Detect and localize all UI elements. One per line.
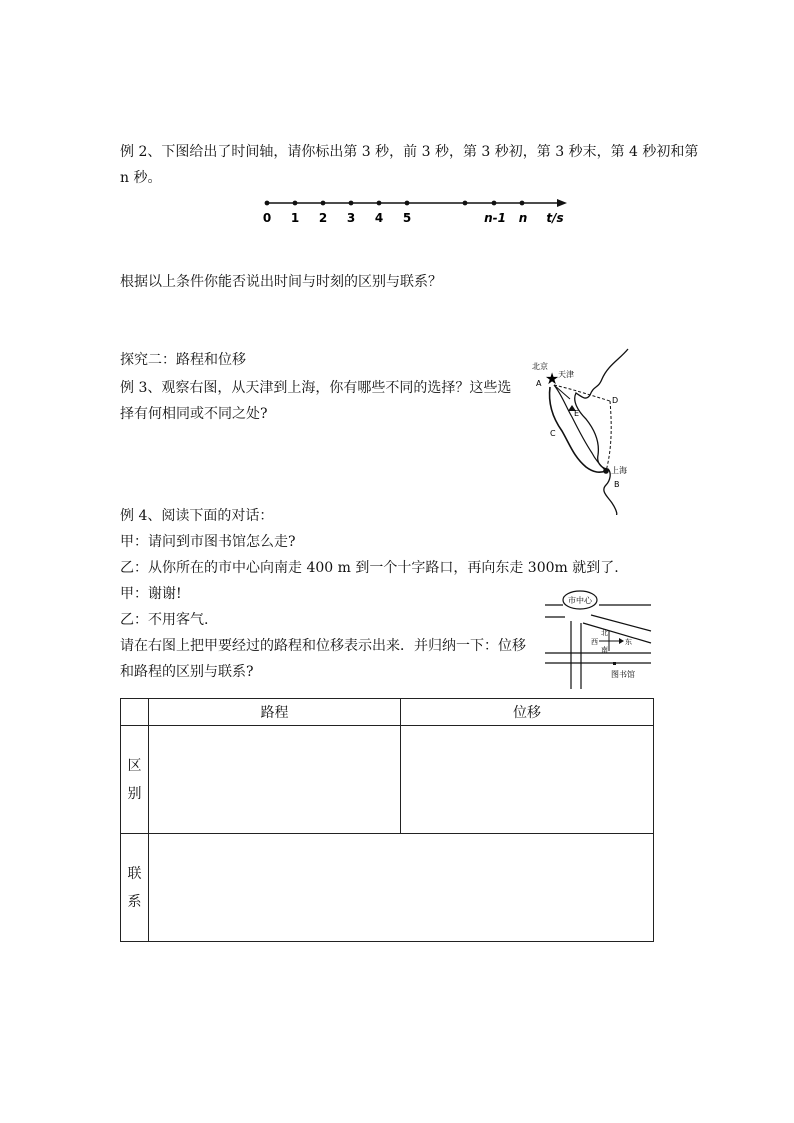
library-label: 图书馆: [611, 670, 635, 679]
tick-dot: [405, 201, 410, 206]
header-distance: 路程: [149, 699, 401, 726]
route-d-lower: [606, 401, 611, 471]
comparison-table: [120, 698, 654, 942]
table-row: [121, 726, 654, 834]
dialogue-line: 甲：请问到市图书馆怎么走?: [120, 534, 296, 550]
compass-arrow-icon: [619, 638, 624, 644]
tick-label: 4: [374, 211, 384, 225]
city-street-map: [543, 585, 653, 689]
ex4-task-line1: 请在右图上把甲要经过的路程和位移表示出来．并归纳一下：位移: [120, 638, 526, 654]
map-label: E: [574, 409, 580, 418]
tick-label: 1: [290, 211, 300, 225]
tick-label: 3: [346, 211, 356, 225]
time-axis-figure: [255, 193, 575, 227]
section2-title: 探究二：路程和位移: [120, 352, 246, 368]
tianjin-shanghai-map: [528, 345, 638, 515]
cell-distance-difference[interactable]: [149, 726, 401, 834]
dialogue-line: 乙：从你所在的市中心向南走 400 m 到一个十字路口，再向东走 300m 就到了.: [120, 560, 619, 576]
tick-dot: [349, 201, 354, 206]
table-header-row: [121, 699, 654, 726]
map-label: 北京: [532, 362, 548, 371]
tick-dot: [293, 201, 298, 206]
library-marker: [613, 662, 616, 665]
ex3-line2: 择有何相同或不同之处?: [120, 406, 268, 422]
ex3-line1: 例 3、观察右图，从天津到上海，你有哪些不同的选择？这些选: [120, 380, 512, 396]
ex4-intro: 例 4、阅读下面的对话：: [120, 508, 274, 524]
tick-dot: [520, 201, 525, 206]
tick-dot: [463, 201, 468, 206]
compass-north: 北: [601, 629, 608, 637]
tick-label: 2: [318, 211, 328, 225]
tick-dot: [377, 201, 382, 206]
compass-west: 西: [591, 638, 598, 646]
map-label: B: [614, 480, 620, 489]
time-axis-arrow: [557, 199, 567, 207]
cell-connection[interactable]: [149, 834, 654, 942]
tick-label: 0: [262, 211, 272, 225]
row-label-difference: 区 别: [121, 726, 149, 834]
tick-dot: [492, 201, 497, 206]
map-label: C: [550, 429, 556, 438]
ex2-line1: 例 2、下图给出了时间轴，请你标出第 3 秒，前 3 秒，第 3 秒初，第 3 秒末，第 4 秒初和第: [120, 144, 699, 160]
tick-label: 5: [402, 211, 412, 225]
row-label-connection: 联 系: [121, 834, 149, 942]
tick-label: n: [518, 211, 528, 225]
map-label: A: [536, 379, 542, 388]
table-row: [121, 834, 654, 942]
map-label: D: [612, 396, 619, 405]
ex2-line2: n 秒。: [120, 170, 162, 186]
header-corner: [121, 699, 149, 726]
axis-unit-label: t/s: [546, 211, 564, 225]
star-icon: ★: [544, 369, 560, 388]
dialogue-line: 甲：谢谢!: [120, 586, 182, 602]
ex4-task-line2: 和路程的区别与联系?: [120, 664, 254, 680]
city-center-label: 市中心: [568, 596, 592, 605]
tick-label: n-1: [484, 211, 506, 225]
tick-dot: [321, 201, 326, 206]
time-question: 根据以上条件你能否说出时间与时刻的区别与联系？: [120, 274, 442, 290]
header-displacement: 位移: [401, 699, 654, 726]
coastline: [575, 349, 628, 515]
map-label: 上海: [611, 466, 627, 475]
shanghai-dot: [603, 468, 609, 474]
compass-east: 东: [625, 638, 632, 646]
tick-dot: [265, 201, 270, 206]
dialogue-line: 乙：不用客气.: [120, 612, 209, 628]
compass-south: 南: [601, 646, 608, 654]
map-label: 天津: [558, 370, 574, 379]
cell-displacement-difference[interactable]: [401, 726, 654, 834]
